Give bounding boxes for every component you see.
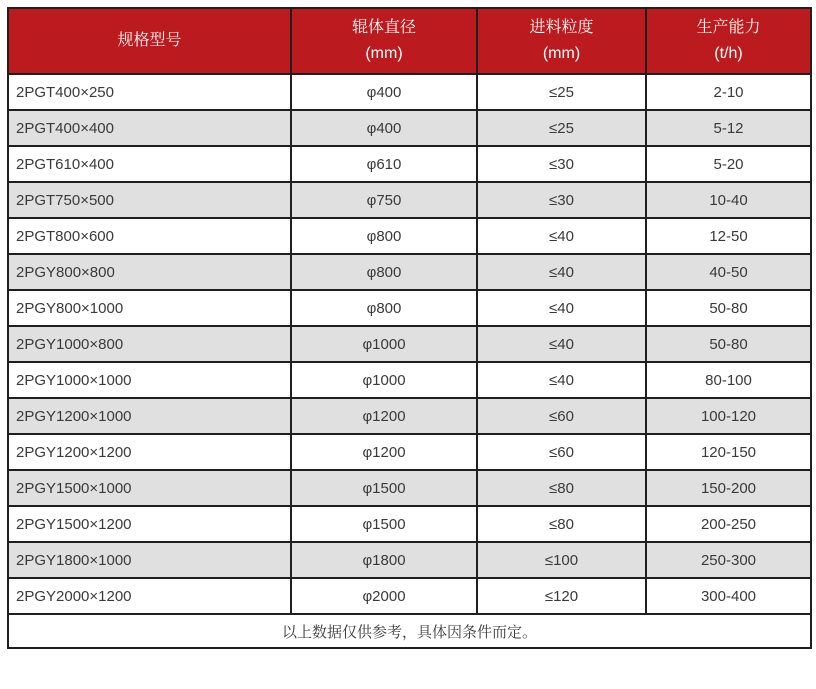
footer-row xyxy=(8,614,811,648)
cell-capacity: 80-100 xyxy=(646,362,811,398)
cell-model: 2PGY1500×1200 xyxy=(8,506,291,542)
cell-feed-size: ≤60 xyxy=(477,434,646,470)
table-row xyxy=(8,434,811,470)
cell-model: 2PGT400×250 xyxy=(8,74,291,110)
table-row xyxy=(8,362,811,398)
table-row xyxy=(8,290,811,326)
cell-model: 2PGT610×400 xyxy=(8,146,291,182)
cell-diameter: φ750 xyxy=(291,182,477,218)
header-feed-size-label: 进料粒度 xyxy=(529,19,594,36)
cell-diameter: φ1800 xyxy=(291,542,477,578)
cell-capacity: 120-150 xyxy=(646,434,811,470)
header-roller-diameter xyxy=(291,8,477,74)
table-row xyxy=(8,110,811,146)
table-row xyxy=(8,470,811,506)
cell-diameter: φ1000 xyxy=(291,326,477,362)
cell-model: 2PGY800×1000 xyxy=(8,290,291,326)
cell-diameter: φ400 xyxy=(291,110,477,146)
header-row xyxy=(8,8,811,74)
cell-capacity: 40-50 xyxy=(646,254,811,290)
cell-capacity: 2-10 xyxy=(646,74,811,110)
cell-model: 2PGY1500×1000 xyxy=(8,470,291,506)
header-capacity xyxy=(646,8,811,74)
cell-diameter: φ400 xyxy=(291,74,477,110)
cell-feed-size: ≤100 xyxy=(477,542,646,578)
table-row xyxy=(8,182,811,218)
footer-note: 以上数据仅供参考，具体因条件而定。 xyxy=(8,614,811,648)
cell-model: 2PGY2000×1200 xyxy=(8,578,291,614)
cell-feed-size: ≤40 xyxy=(477,290,646,326)
table-row xyxy=(8,542,811,578)
spec-table xyxy=(7,7,812,649)
cell-diameter: φ1200 xyxy=(291,398,477,434)
cell-model: 2PGY1800×1000 xyxy=(8,542,291,578)
table-row xyxy=(8,146,811,182)
table-row xyxy=(8,398,811,434)
header-capacity-unit: (t/h) xyxy=(714,45,743,62)
cell-feed-size: ≤60 xyxy=(477,398,646,434)
cell-feed-size: ≤120 xyxy=(477,578,646,614)
header-feed-size-unit: (mm) xyxy=(542,45,581,62)
table-row xyxy=(8,218,811,254)
cell-feed-size: ≤40 xyxy=(477,254,646,290)
cell-model: 2PGT800×600 xyxy=(8,218,291,254)
cell-model: 2PGT400×400 xyxy=(8,110,291,146)
cell-model: 2PGY1200×1000 xyxy=(8,398,291,434)
cell-feed-size: ≤25 xyxy=(477,110,646,146)
cell-feed-size: ≤25 xyxy=(477,74,646,110)
cell-diameter: φ800 xyxy=(291,290,477,326)
cell-feed-size: ≤80 xyxy=(477,506,646,542)
cell-model: 2PGY800×800 xyxy=(8,254,291,290)
cell-diameter: φ1500 xyxy=(291,470,477,506)
cell-capacity: 12-50 xyxy=(646,218,811,254)
cell-feed-size: ≤30 xyxy=(477,182,646,218)
cell-capacity: 250-300 xyxy=(646,542,811,578)
cell-diameter: φ610 xyxy=(291,146,477,182)
cell-diameter: φ1200 xyxy=(291,434,477,470)
cell-diameter: φ1500 xyxy=(291,506,477,542)
cell-feed-size: ≤40 xyxy=(477,218,646,254)
cell-model: 2PGY1000×1000 xyxy=(8,362,291,398)
cell-feed-size: ≤80 xyxy=(477,470,646,506)
cell-model: 2PGY1200×1200 xyxy=(8,434,291,470)
cell-model: 2PGT750×500 xyxy=(8,182,291,218)
header-feed-size xyxy=(477,8,646,74)
cell-diameter: φ1000 xyxy=(291,362,477,398)
cell-feed-size: ≤30 xyxy=(477,146,646,182)
cell-feed-size: ≤40 xyxy=(477,362,646,398)
table-row xyxy=(8,578,811,614)
cell-capacity: 150-200 xyxy=(646,470,811,506)
cell-capacity: 50-80 xyxy=(646,290,811,326)
header-model-label: 规格型号 xyxy=(117,32,182,49)
header-roller-diameter-label: 辊体直径 xyxy=(351,19,416,36)
cell-capacity: 100-120 xyxy=(646,398,811,434)
header-model xyxy=(8,8,291,74)
table-row xyxy=(8,254,811,290)
table-row xyxy=(8,74,811,110)
cell-feed-size: ≤40 xyxy=(477,326,646,362)
cell-diameter: φ800 xyxy=(291,254,477,290)
header-capacity-label: 生产能力 xyxy=(696,19,761,36)
table-row xyxy=(8,506,811,542)
cell-capacity: 50-80 xyxy=(646,326,811,362)
cell-diameter: φ2000 xyxy=(291,578,477,614)
cell-capacity: 200-250 xyxy=(646,506,811,542)
cell-model: 2PGY1000×800 xyxy=(8,326,291,362)
cell-diameter: φ800 xyxy=(291,218,477,254)
header-roller-diameter-unit: (mm) xyxy=(365,45,403,62)
table-row xyxy=(8,326,811,362)
cell-capacity: 10-40 xyxy=(646,182,811,218)
cell-capacity: 300-400 xyxy=(646,578,811,614)
cell-capacity: 5-20 xyxy=(646,146,811,182)
cell-capacity: 5-12 xyxy=(646,110,811,146)
